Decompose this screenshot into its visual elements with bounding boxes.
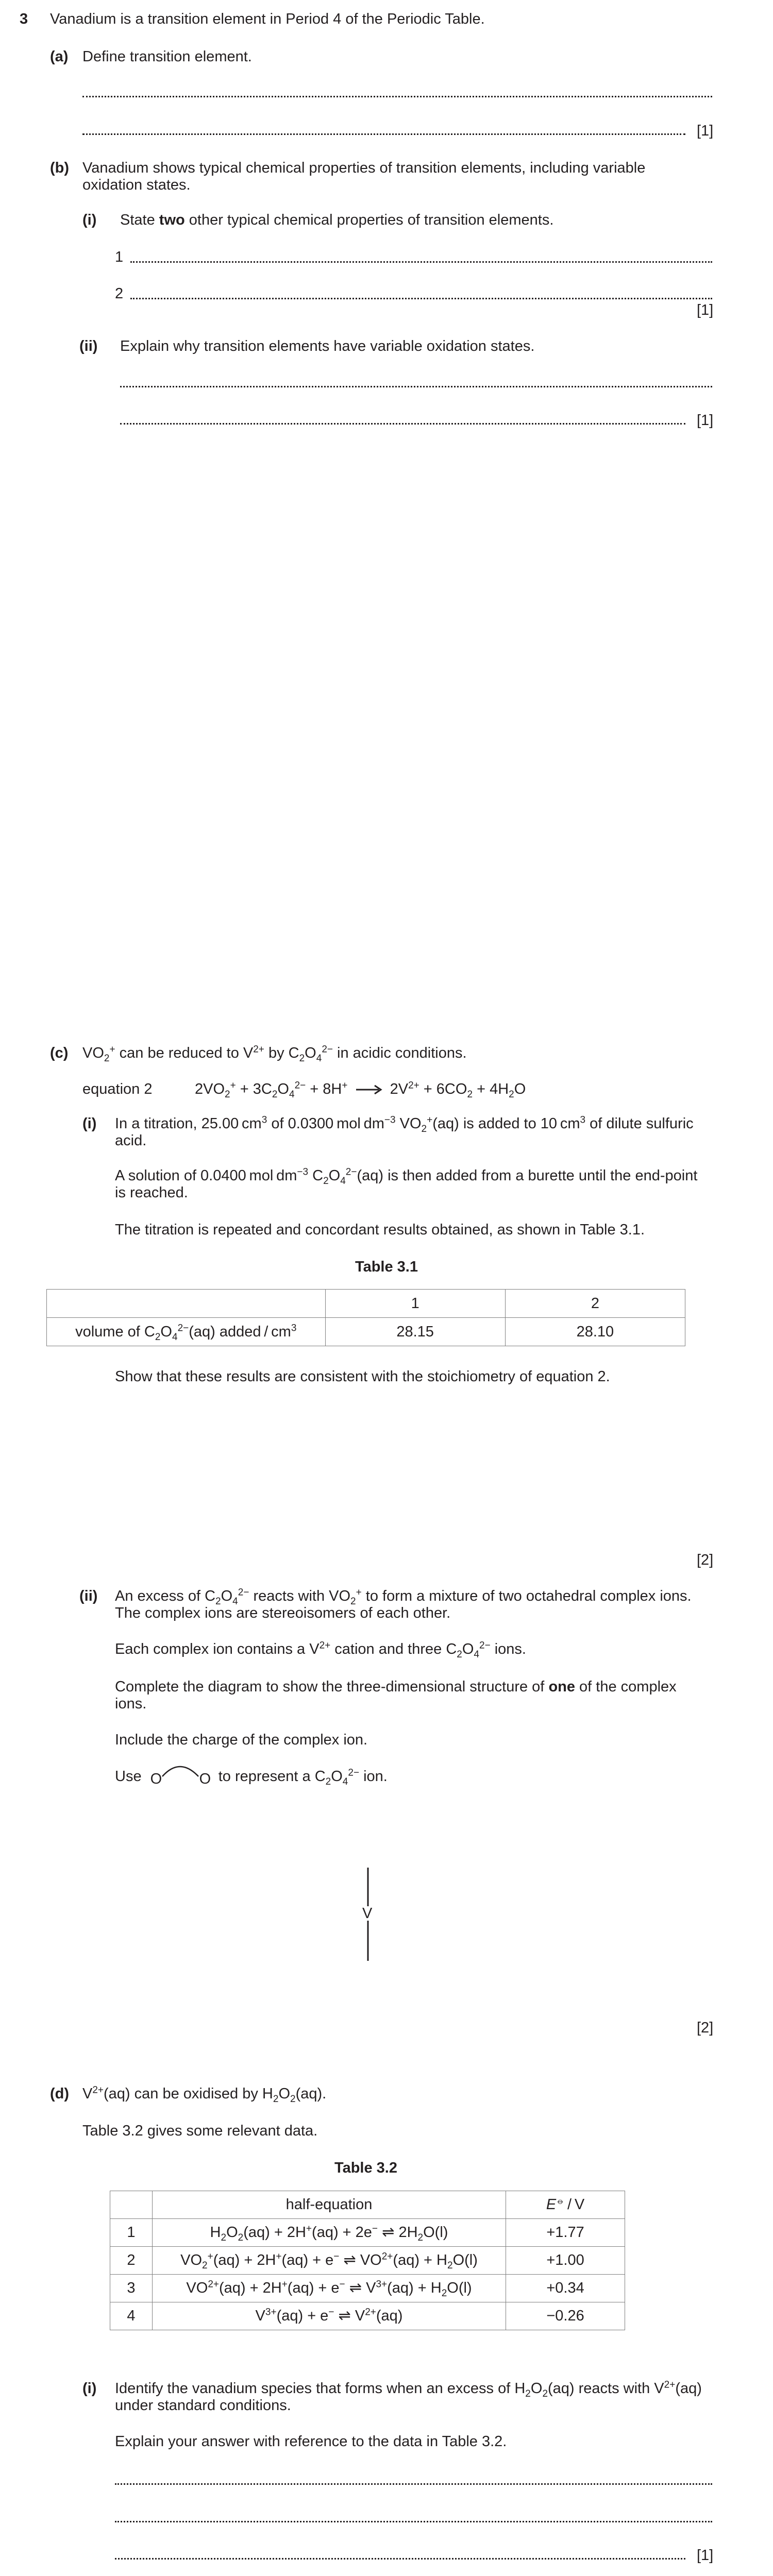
- table-cell: 28.15: [325, 1318, 505, 1346]
- part-c-ii-line7: Use O O to represent a $C_2O_4^{2-}$ ion.: [115, 1768, 388, 1786]
- question-number: 3: [20, 11, 28, 27]
- answer-number-2: 2: [115, 285, 124, 302]
- marks-label: [2]: [697, 2020, 714, 2036]
- reaction-arrow-icon: [355, 1084, 383, 1095]
- part-c-i-line4: is reached.: [115, 1184, 188, 1201]
- part-b-label: (b): [50, 160, 70, 176]
- table-title: Table 3.2: [334, 2160, 397, 2176]
- part-a-text: Define transition element.: [82, 48, 252, 65]
- table-row: [110, 2302, 625, 2330]
- equilibrium-arrow-icon: ⇌: [338, 2308, 351, 2325]
- table-header-row: [47, 1290, 685, 1318]
- table-cell: +1.00: [506, 2247, 625, 2275]
- answer-line[interactable]: [130, 298, 712, 299]
- part-d-line1: $V^{2+}(aq)$ can be oxidised by $H_2O_2(aq)$.: [82, 2084, 327, 2105]
- marks-label: [1]: [697, 302, 714, 318]
- equation-label: equation 2: [82, 1081, 153, 1097]
- table-header-row: [110, 2191, 625, 2219]
- part-b-ii-text: Explain why transition elements have variable oxidation states.: [120, 338, 535, 354]
- part-b-ii-label: (ii): [79, 338, 98, 354]
- marks-label: [1]: [697, 412, 714, 429]
- table-row-label: volume of $C_2O_4^{2-}(aq)$ added / $cm^3$: [47, 1318, 326, 1346]
- table-cell: 28.10: [505, 1318, 685, 1346]
- part-b-line1: Vanadium shows typical chemical properties of transition elements, including variable: [82, 160, 646, 176]
- part-c-ii-label: (ii): [79, 1588, 98, 1604]
- table-cell: −0.26: [506, 2302, 625, 2330]
- answer-line[interactable]: [120, 386, 712, 387]
- part-c-i-line3: A solution of 0.0400 mol $dm^{-3}$ $C_2O_4^{2-}(aq)$ is then added from a burette until the end-point: [115, 1166, 698, 1187]
- answer-line[interactable]: [115, 2483, 712, 2485]
- answer-line[interactable]: [130, 261, 712, 263]
- part-d-label: (d): [50, 2086, 70, 2102]
- part-c-label: (c): [50, 1045, 69, 1061]
- table-title: Table 3.1: [355, 1259, 418, 1275]
- table-header-cell: 2: [505, 1290, 685, 1318]
- answer-line[interactable]: [82, 133, 685, 135]
- part-c-ii-line4: Complete the diagram to show the three-dimensional structure of one of the complex: [115, 1679, 677, 1695]
- part-c-i-line5: The titration is repeated and concordant results obtained, as shown in Table 3.1.: [115, 1222, 645, 1238]
- table-row: [110, 2275, 625, 2302]
- table-header-cell: E⦵ / V: [506, 2191, 625, 2219]
- part-c-ii-line1: An excess of $C_2O_4^{2-}$ reacts with $VO_2^+$ to form a mixture of two octahedral complex ions.: [115, 1587, 692, 1607]
- half-equation-cell: $VO_2^+(aq) + 2H^+(aq) + e^-$ ⇌ $VO^{2+}(aq) + H_2O(l)$: [152, 2247, 506, 2275]
- equilibrium-arrow-icon: ⇌: [343, 2252, 356, 2269]
- part-d-i-line1: Identify the vanadium species that forms when an excess of $H_2O_2(aq)$ reacts with $V^{2+}(aq)$: [115, 2379, 702, 2399]
- answer-line[interactable]: [115, 2558, 685, 2560]
- part-b-i-label: (i): [82, 212, 97, 228]
- table-header-cell: 1: [325, 1290, 505, 1318]
- table-row: [110, 2219, 625, 2247]
- part-c-i-label: (i): [82, 1115, 97, 1132]
- marks-label: [1]: [697, 123, 714, 139]
- answer-line[interactable]: [120, 423, 685, 425]
- marks-label: [2]: [697, 1552, 714, 1568]
- part-b-line2: oxidation states.: [82, 177, 191, 193]
- part-c-i-line2: acid.: [115, 1132, 147, 1149]
- equilibrium-arrow-icon: ⇌: [382, 2224, 395, 2241]
- table-cell: 3: [110, 2275, 153, 2302]
- table-cell: [47, 1290, 326, 1318]
- part-c-i-show: Show that these results are consistent with the stoichiometry of equation 2.: [115, 1368, 610, 1385]
- part-d-line2: Table 3.2 gives some relevant data.: [82, 2123, 318, 2139]
- part-c-ii-line3: Each complex ion contains a $V^{2+}$ cation and three $C_2O_4^{2-}$ ions.: [115, 1640, 526, 1660]
- half-equation-cell: $V^{3+}(aq) + e^-$ ⇌ $V^{2+}(aq)$: [152, 2302, 506, 2330]
- answer-number-1: 1: [115, 249, 124, 265]
- part-d-i-line3: Explain your answer with reference to the data in Table 3.2.: [115, 2433, 507, 2450]
- table-cell: 1: [110, 2219, 153, 2247]
- part-d-i-label: (i): [82, 2380, 97, 2397]
- titration-table: [46, 1289, 685, 1346]
- ligand-oxygen-right: O: [199, 1770, 211, 1787]
- table-cell: 2: [110, 2247, 153, 2275]
- equation-2: $2VO_2^+ + 3C_2O_4^{2-} + 8H^+$ $2V^{2+} + 6CO_2 + 4H_2O$: [195, 1080, 526, 1100]
- table-row: [47, 1318, 685, 1346]
- table-cell: [110, 2191, 153, 2219]
- part-c-ii-line5: ions.: [115, 1696, 147, 1712]
- part-c-ii-line2: The complex ions are stereoisomers of each other.: [115, 1605, 451, 1621]
- table-row: [110, 2247, 625, 2275]
- table-cell: 4: [110, 2302, 153, 2330]
- question-intro: Vanadium is a transition element in Period 4 of the Periodic Table.: [50, 11, 485, 27]
- answer-line[interactable]: [82, 96, 712, 97]
- table-cell: +0.34: [506, 2275, 625, 2302]
- vanadium-centre-label: V: [362, 1905, 373, 1922]
- part-b-i-text: State two other typical chemical properties of transition elements.: [120, 212, 554, 228]
- part-c-i-line1: In a titration, 25.00 $cm^3$ of 0.0300 mol $dm^{-3}$ $VO_2^+(aq)$ is added to 10 $cm^3$ of dilute sulfuric: [115, 1114, 694, 1134]
- part-c-ii-line6: Include the charge of the complex ion.: [115, 1732, 368, 1748]
- electrode-potential-table: [110, 2191, 625, 2330]
- part-d-i-line2: under standard conditions.: [115, 2397, 291, 2414]
- table-cell: +1.77: [506, 2219, 625, 2247]
- part-c-intro: $VO_2^+$ can be reduced to $V^{2+}$ by $C_2O_4^{2-}$ in acidic conditions.: [82, 1044, 467, 1064]
- half-equation-cell: $VO^{2+}(aq) + 2H^+(aq) + e^-$ ⇌ $V^{3+}(aq) + H_2O(l)$: [152, 2275, 506, 2302]
- ligand-oxygen-left: O: [150, 1770, 162, 1787]
- equilibrium-arrow-icon: ⇌: [349, 2280, 362, 2297]
- part-a-label: (a): [50, 48, 69, 65]
- table-header-cell: half-equation: [152, 2191, 506, 2219]
- half-equation-cell: $H_2O_2(aq) + 2H^+(aq) + 2e^-$ ⇌ $2H_2O(l)$: [152, 2219, 506, 2247]
- answer-line[interactable]: [115, 2521, 712, 2522]
- marks-label: [1]: [697, 2547, 714, 2564]
